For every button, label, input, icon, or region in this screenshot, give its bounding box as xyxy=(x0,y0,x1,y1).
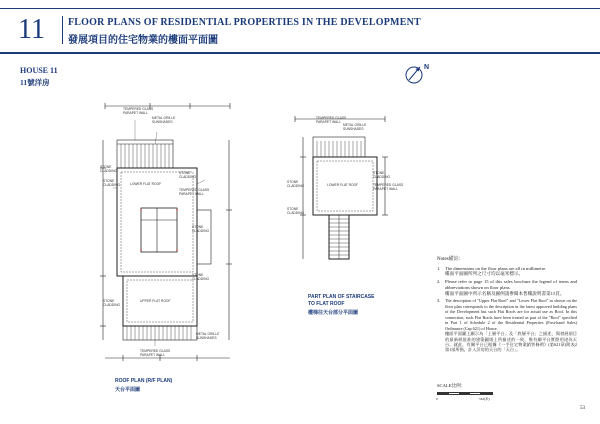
stair-label-lower-flat-roof: LOWER FLAT ROOF xyxy=(327,183,359,187)
roof-label-stone-cladding-l2: STONE CLADDING xyxy=(103,179,121,187)
roof-label-tempered-glass-bottom: TEMPERED GLASS PARAPET WALL xyxy=(140,349,171,357)
note-text: The description of "Upper Flat Roof" and "Lower Flat Roof" as shown on the floor plan corresponds to the description in the latest approved building plans of the Development but such Flat Roofs are for actual use as Roof. In this connection, such Flat Roofs have been treated as part of the "Roof" specified in Part 1 of Schedule 2 of the Residential Properties (First-hand Sales) Ordinance (Cap 621) of House. 樓面平面圖上顯示為「上層平台」及「底層平台」之描述，與發展項目的最新經批准的建築圖則上所描述的一致，惟有關平台實際用途為天台。就此，有關平台已根據《一手住宅物業銷售條例》(第621章)附表2第1部所指，計入洋房的天台的「天台」。 xyxy=(445,298,577,353)
note-item xyxy=(437,298,577,353)
section-title-zh: 發展項目的住宅物業的樓面平面圖 xyxy=(68,35,218,46)
stair-label-stone-cladding-l1: STONE CLADDING xyxy=(287,180,305,188)
header-top-rule xyxy=(0,8,600,9)
notes-title: Notes備註： xyxy=(437,257,464,262)
header-rule xyxy=(0,52,600,54)
scale-bar xyxy=(437,392,493,395)
roof-label-tempered-glass-mid: TEMPERED GLASS PARAPET WALL xyxy=(179,188,210,196)
section-title-en: FLOOR PLANS OF RESIDENTIAL PROPERTIES IN THE DEVELOPMENT xyxy=(68,17,421,28)
stair-plan-caption-zh: 樓梯往天台部分平面圖 xyxy=(308,310,359,316)
stair-plan-caption-en-2: TO FLAT ROOF xyxy=(308,301,345,307)
roof-label-metal-grille-top: METAL GRILLE SUNSHADES xyxy=(152,116,176,124)
roof-label-lower-flat-roof: LOWER FLAT ROOF xyxy=(130,182,162,186)
note-text: The dimensions on the floor plans are all in millimetre. 樓面平面圖所列之尺寸均以毫米標示。 xyxy=(445,265,547,277)
stair-label-stone-cladding-l2: STONE CLADDING xyxy=(287,207,305,215)
north-arrow-icon xyxy=(402,62,426,86)
note-item xyxy=(437,279,577,297)
note-item xyxy=(437,266,577,278)
roof-label-stone-cladding-r1: STONE CLADDING xyxy=(179,171,197,179)
scale-title: SCALE比例： xyxy=(437,383,466,388)
notes-block xyxy=(437,257,577,354)
note-text: Please refer to page 15 of this sales brochure the legend of terms and abbreviations shown on floor plans. 樓面平面圖中所示名稱及圖例請參閱本售樓說明書第15頁。 xyxy=(445,278,577,296)
scale-zero: 0 xyxy=(436,397,438,401)
stair-label-metal-grille: METAL GRILLE SUNSHADES xyxy=(343,123,367,131)
section-number: 11 xyxy=(18,14,45,45)
roof-label-stone-cladding-l1: STONE CLADDING xyxy=(100,165,118,173)
roof-label-stone-cladding-r2: STONE CLADDING xyxy=(192,225,210,233)
roof-plan-caption-en: ROOF PLAN (R/F PLAN) xyxy=(115,378,173,384)
roof-label-tempered-glass-top: TEMPERED GLASS PARAPET WALL xyxy=(123,107,154,115)
stair-label-tempered-glass-r: TEMPERED GLASS PARAPET WALL xyxy=(373,183,404,191)
roof-label-metal-grille-bottom: METAL GRILLE SUNSHADES xyxy=(196,332,220,340)
stair-label-stone-cladding-r1: STONE CLADDING xyxy=(373,171,391,179)
staircase-plan-drawing xyxy=(285,115,395,290)
roof-label-upper-flat-roof: UPPER FLAT ROOF xyxy=(140,299,171,303)
note-number: 1. xyxy=(437,265,441,271)
stair-plan-caption-en-1: PART PLAN OF STAIRCASE xyxy=(308,294,375,300)
note-number: 3. xyxy=(437,298,441,304)
house-label-zh: 11號洋房 xyxy=(20,78,50,87)
house-label-en: HOUSE 11 xyxy=(20,66,58,75)
roof-label-stone-cladding-r3: STONE CLADDING xyxy=(192,273,210,281)
north-label: N xyxy=(424,64,430,71)
roof-label-stone-cladding-l3: STONE CLADDING xyxy=(103,299,121,307)
note-number: 2. xyxy=(437,278,441,284)
scale-five: 5M(米) xyxy=(479,397,490,401)
header-separator xyxy=(62,16,63,44)
stair-label-tempered-glass: TEMPERED GLASS PARAPET WALL xyxy=(316,116,347,124)
page-number: 53 xyxy=(580,406,585,411)
roof-plan-caption-zh: 天台平面圖 xyxy=(115,387,141,393)
